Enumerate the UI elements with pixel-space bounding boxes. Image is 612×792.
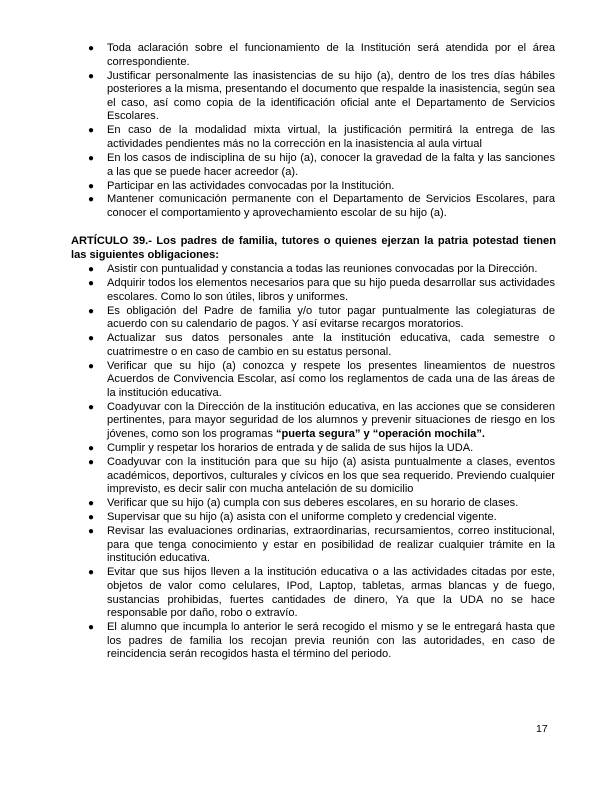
list-item: ● Toda aclaración sobre el funcionamiento de la Institución será atendida por el área correspondiente. [88, 42, 555, 68]
list-item: ● Asistir con puntualidad y constancia a todas las reuniones convocadas por la Dirección. [88, 263, 538, 275]
list-item: ● Es obligación del Padre de familia y/o tutor pagar puntualmente las colegiaturas de acuerdo con su calendario de pagos. Y así evitarse recargos moratorios. [88, 304, 555, 331]
list-item: ● Coadyuvar con la institución para que su hijo (a) asista puntualmente a clases, eventos académicos, deportivos, culturales y cívicos en los que sea requerido. Previendo cualquier imprevisto, es decir salir con mucha antelación de su domicilio [88, 456, 555, 496]
bullet-icon: ● [88, 512, 95, 524]
list-item: ● Actualizar sus datos personales ante la institución educativa, cada semestre o cuatrimestre o en caso de cambio en su estatus personal. [88, 332, 555, 358]
list-item: ● Mantener comunicación permanente con el Departamento de Servicios Escolares, para conocer el comportamiento y aprovechamiento escolar de su hijo (a). [88, 193, 555, 220]
page-number: 17 [536, 723, 548, 735]
list-item: ● En caso de la modalidad mixta virtual, la justificación permitirá la entrega de las actividades pendientes más no la corrección en la inasistencia al aula virtual [88, 124, 555, 150]
bullet-icon: ● [88, 277, 95, 289]
bullet-icon: ● [88, 622, 95, 634]
list-item: ● El alumno que incumpla lo anterior le será recogido el mismo y se le entregará hasta que los padres de familia los recojan previa reunión con las autoridades, en caso de reincidencia serán recogidos hasta el término del periodo. [88, 621, 555, 661]
program-name-operacion-mochila: “operación mochila” [372, 428, 482, 441]
list-item: ● Supervisar que su hijo (a) asista con el uniforme completo y credencial vigente. [88, 511, 497, 524]
list-item: ● Participar en las actividades convocadas por la Institución. [88, 179, 395, 192]
list-parent-rights [86, 42, 555, 221]
bullet-icon: ● [88, 457, 95, 469]
bullet-icon: ● [88, 443, 95, 455]
bullet-icon: ● [88, 264, 95, 275]
list-item: ● Justificar personalmente las inasistencias de su hijo (a), dentro de los tres días hábiles posteriores a la misma, presentando el documento que respalde la inasistencia, según sea el caso, así como copia de la identificación oficial ante el Departamento de Servicios Escolares. [88, 69, 555, 123]
bullet-icon: ● [88, 70, 95, 82]
bullet-icon: ● [88, 305, 95, 317]
bullet-icon: ● [88, 360, 95, 372]
list-item: ● Cumplir y respetar los horarios de entrada y de salida de sus hijos la UDA. [88, 442, 474, 455]
list-item: ● Adquirir todos los elementos necesarios para que su hijo pueda desarrollar sus actividades escolares. Como lo son útiles, libros y uniformes. [88, 276, 555, 303]
bullet-icon: ● [88, 401, 95, 413]
bullet-icon: ● [88, 333, 95, 345]
bullet-icon: ● [88, 152, 95, 164]
list-item: ● Evitar que sus hijos lleven a la institución educativa o a las actividades citadas por este, objetos de valor como celulares, IPod, Laptop, tabletas, armas blancas y de fuego, sustancias prohibidas, fuertes cantidades de dinero, Ya que la UDA no se hace responsable por daño, robo o extravío. [88, 566, 555, 620]
list-item: ● Verificar que su hijo (a) cumpla con sus deberes escolares, en su horario de clases. [88, 497, 519, 510]
bullet-icon: ● [88, 567, 95, 579]
bullet-icon: ● [88, 125, 95, 137]
list-item: ● Verificar que su hijo (a) conozca y respete los presentes lineamientos de nuestros Acuerdos de Convivencia Escolar, así como los reglamentos de cada una de las áreas de la institución educativa. [88, 359, 555, 399]
bullet-icon: ● [88, 498, 95, 510]
bullet-icon: ● [88, 194, 95, 206]
list-item: ● Coadyuvar con la Dirección de la institución educativa, en las acciones que se consideren pertinentes, para mayor seguridad de los alumnos y prevenir situaciones de riesgo en los jóvenes, como son los programas “puerta segura” y “operación mochila”. [88, 400, 555, 441]
list-item: ● En los casos de indisciplina de su hijo (a), conocer la gravedad de la falta y las sanciones a las que se puede hacer acreedor (a). [88, 151, 555, 178]
program-name-puerta-segura: “puerta segura” [275, 428, 361, 441]
list-parent-obligations [86, 263, 555, 662]
bullet-icon: ● [88, 180, 95, 192]
bullet-icon: ● [88, 43, 95, 54]
bullet-icon: ● [88, 526, 95, 538]
list-item: ● Revisar las evaluaciones ordinarias, extraordinarias, recursamientos, correo institucional, para que tenga conocimiento y estar en posibilidad de realizar cualquier trámite en la institución educativa. [88, 525, 555, 565]
article-39-heading: ARTÍCULO 39.- Los padres de familia, tutores o quienes ejerzan la patria potestad tienen las siguientes obligaciones: [71, 235, 556, 261]
